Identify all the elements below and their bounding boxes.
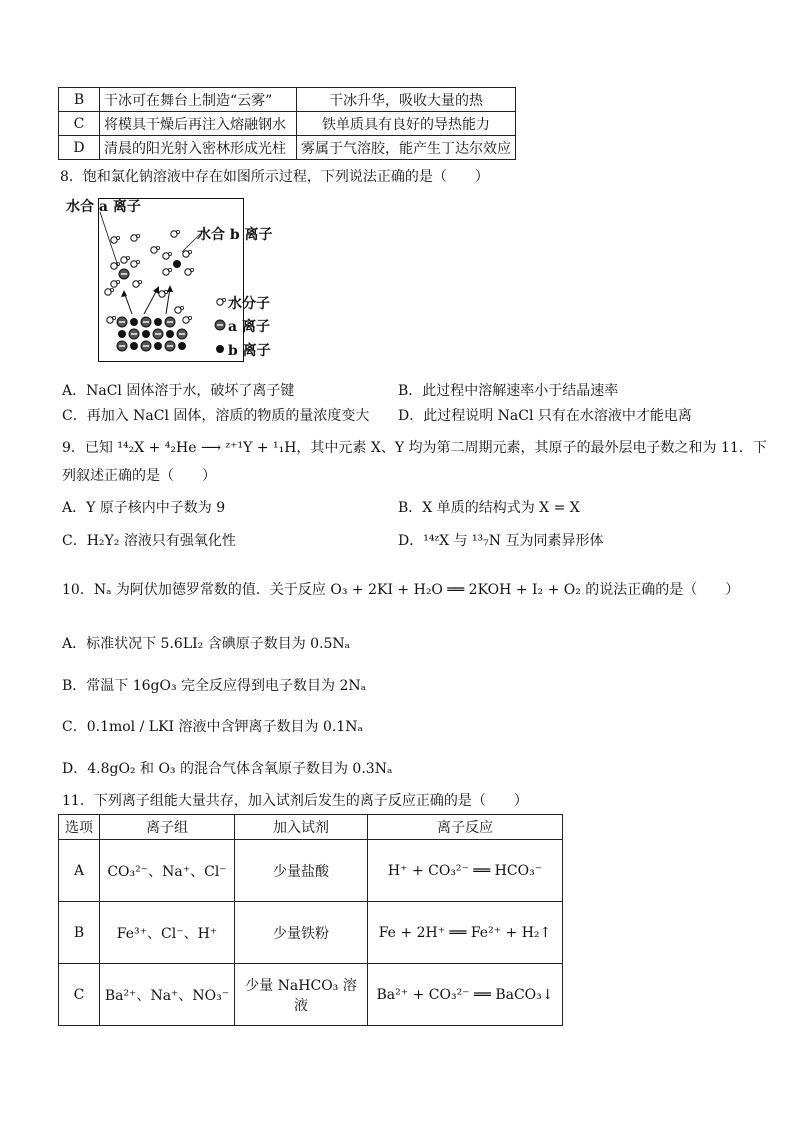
q8-option-b[interactable]: B．此过程中溶解速率小于结晶速率 xyxy=(398,383,619,399)
table-row xyxy=(59,136,516,160)
q9-option-a[interactable]: A．Y 原子核内中子数为 9 xyxy=(62,500,226,516)
hydrated-a-label: 水合 a 离子 xyxy=(66,199,141,215)
q9-option-d[interactable]: D．¹⁴ᶻX 与 ¹³₇N 互为同素异形体 xyxy=(398,533,604,549)
ion-reaction-table xyxy=(58,814,563,1026)
row-ions: Ba²⁺、Na⁺、NO₃⁻ xyxy=(100,964,235,1026)
q8-option-a[interactable]: A．NaCl 固体溶于水，破坏了离子键 xyxy=(62,383,295,399)
table-cell-operation: 将模具干燥后再注入熔融钢水 xyxy=(100,112,297,136)
q10-option-b[interactable]: B．常温下 16gO₃ 完全反应得到电子数目为 2Nₐ xyxy=(62,678,367,694)
table-cell-operation: 清晨的阳光射入密林形成光柱 xyxy=(100,136,297,160)
row-reaction: Ba²⁺ + CO₃²⁻ ══ BaCO₃↓ xyxy=(368,964,563,1026)
table-cell-key: C xyxy=(59,112,100,136)
table-row xyxy=(59,840,563,902)
row-ions: Fe³⁺、Cl⁻、H⁺ xyxy=(100,902,235,964)
row-key: B xyxy=(59,902,100,964)
question-9-stem-line1: 9．已知 ¹⁴₂X + ⁴₂He ⟶ ᶻ⁺¹Y + ¹₁H，其中元素 X、Y 均为第二周期元素，其原子的最外层电子数之和为 11．下 xyxy=(62,440,767,456)
q8-option-d[interactable]: D．此过程说明 NaCl 只有在水溶液中才能电离 xyxy=(398,408,692,424)
table-cell-key: B xyxy=(59,88,100,112)
q10-option-c[interactable]: C．0.1mol / LKI 溶液中含钾离子数目为 0.1Nₐ xyxy=(62,719,363,735)
nacl-crystal xyxy=(107,306,192,351)
legend-a-ion: a 离子 xyxy=(228,319,270,335)
q8-option-c[interactable]: C．再加入 NaCl 固体，溶质的物质的量浓度变大 xyxy=(62,408,370,424)
question-11-stem: 11．下列离子组能大量共存，加入试剂后发生的离子反应正确的是（ ） xyxy=(62,793,528,809)
table-row xyxy=(59,112,516,136)
row-key: C xyxy=(59,964,100,1026)
q10-option-a[interactable]: A．标准状况下 5.6LI₂ 含碘原子数目为 0.5Nₐ xyxy=(62,636,351,652)
table-cell-reason: 干冰升华，吸收大量的热 xyxy=(297,88,516,112)
table-header-row xyxy=(59,815,563,840)
question-8-stem: 8．饱和氯化钠溶液中存在如图所示过程，下列说法正确的是（ ） xyxy=(60,169,489,185)
question-9-stem-line2: 列叙述正确的是（ ） xyxy=(62,468,216,484)
q9-option-b[interactable]: B．X 单质的结构式为 X = X xyxy=(398,500,580,516)
header-reagent: 加入试剂 xyxy=(235,815,368,840)
hydrated-b-label: 水合 b 离子 xyxy=(197,227,273,243)
header-option: 选项 xyxy=(59,815,100,840)
dissolution-figure xyxy=(62,194,292,366)
question-10-stem: 10．Nₐ 为阿伏加德罗常数的值．关于反应 O₃ + 2KI + H₂O ══ 2KOH + I₂ + O₂ 的说法正确的是（ ） xyxy=(62,582,740,598)
table-cell-key: D xyxy=(59,136,100,160)
table-cell-reason: 铁单质具有良好的导热能力 xyxy=(297,112,516,136)
q9-option-c[interactable]: C．H₂Y₂ 溶液只有强氧化性 xyxy=(62,533,236,549)
legend-water: 水分子 xyxy=(228,296,270,312)
row-reaction: H⁺ + CO₃²⁻ ══ HCO₃⁻ xyxy=(368,840,563,902)
table-row xyxy=(59,88,516,112)
row-reaction: Fe + 2H⁺ ══ Fe²⁺ + H₂↑ xyxy=(368,902,563,964)
row-key: A xyxy=(59,840,100,902)
row-reagent: 少量铁粉 xyxy=(235,902,368,964)
row-reagent: 少量 NaHCO₃ 溶液 xyxy=(235,964,368,1026)
legend-b-ion: b 离子 xyxy=(228,343,271,359)
row-ions: CO₃²⁻、Na⁺、Cl⁻ xyxy=(100,840,235,902)
table-cell-operation: 干冰可在舞台上制造“云雾” xyxy=(100,88,297,112)
header-reaction: 离子反应 xyxy=(368,815,563,840)
row-reagent: 少量盐酸 xyxy=(235,840,368,902)
table-row xyxy=(59,902,563,964)
table-cell-reason: 雾属于气溶胶，能产生丁达尔效应 xyxy=(297,136,516,160)
table-row xyxy=(59,964,563,1026)
header-ions: 离子组 xyxy=(100,815,235,840)
q10-option-d[interactable]: D．4.8gO₂ 和 O₃ 的混合气体含氧原子数目为 0.3Nₐ xyxy=(62,761,393,777)
answer-table-top xyxy=(58,87,516,160)
